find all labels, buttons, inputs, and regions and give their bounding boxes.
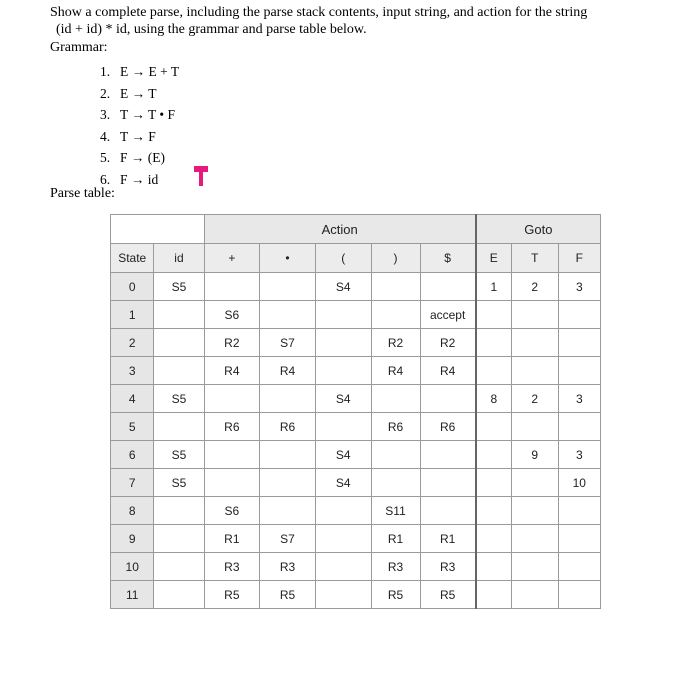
table-cell [420,385,476,413]
column-header: ( [315,244,371,273]
table-cell [204,273,260,301]
table-cell: S6 [204,301,260,329]
table-cell: S4 [315,469,371,497]
table-cell: S5 [154,441,204,469]
text-cursor-icon [194,166,208,188]
table-cell [315,581,371,609]
rule-text: T → T • F [120,107,175,122]
table-cell: R2 [420,329,476,357]
state-cell: 11 [111,581,154,609]
table-cell: accept [420,301,476,329]
table-cell [315,413,371,441]
rule-text: F → (E) [120,150,165,165]
table-cell: R1 [204,525,260,553]
state-cell: 10 [111,553,154,581]
table-cell [511,357,558,385]
table-cell [476,329,512,357]
table-cell: S7 [260,329,316,357]
table-cell: 3 [558,273,600,301]
table-cell [511,581,558,609]
rule-text: E → E + T [120,64,180,79]
table-cell: S11 [371,497,420,525]
state-cell: 9 [111,525,154,553]
column-header: + [204,244,260,273]
rule-number: 1. [100,64,111,79]
state-cell: 8 [111,497,154,525]
table-cell: R2 [371,329,420,357]
table-row [111,581,601,609]
table-cell [315,497,371,525]
table-cell: S7 [260,525,316,553]
table-row [111,525,601,553]
table-row [111,413,601,441]
table-cell: S5 [154,273,204,301]
table-cell [511,329,558,357]
table-cell: 9 [511,441,558,469]
table-cell [558,301,600,329]
table-cell [154,357,204,385]
rule-text: T → F [120,128,156,144]
table-cell: R4 [420,357,476,385]
table-cell [371,273,420,301]
table-cell: R5 [371,581,420,609]
table-cell [558,329,600,357]
table-cell: 3 [558,385,600,413]
table-cell: S5 [154,469,204,497]
table-cell: S4 [315,441,371,469]
table-cell [204,469,260,497]
grammar-rule [100,61,179,83]
table-cell [420,441,476,469]
state-cell: 2 [111,329,154,357]
rule-text: F → id [120,171,159,187]
table-cell: R5 [260,581,316,609]
table-cell [558,525,600,553]
table-cell: 2 [511,273,558,301]
table-cell [476,413,512,441]
table-cell: R1 [420,525,476,553]
table-cell: 1 [476,273,512,301]
state-cell: 7 [111,469,154,497]
grammar-title: Grammar: [50,40,108,55]
table-cell: R5 [204,581,260,609]
rule-number: 4. [100,128,111,144]
table-cell: R6 [371,413,420,441]
table-cell [420,469,476,497]
table-cell: S4 [315,273,371,301]
table-cell [420,273,476,301]
table-cell [511,301,558,329]
table-cell [260,273,316,301]
table-cell [315,553,371,581]
rule-number: 6. [100,171,111,187]
table-cell [315,525,371,553]
table-cell: S4 [315,385,371,413]
grammar-rule [100,147,179,169]
table-row [111,357,601,385]
table-cell: R3 [420,553,476,581]
table-cell [154,553,204,581]
table-cell [154,413,204,441]
state-cell: 5 [111,413,154,441]
table-cell: R4 [260,357,316,385]
table-cell [511,469,558,497]
table-cell [511,413,558,441]
grammar-rule [100,104,179,126]
table-cell: 8 [476,385,512,413]
state-cell: 4 [111,385,154,413]
table-cell: S5 [154,385,204,413]
table-cell [154,525,204,553]
table-cell [476,525,512,553]
grammar-rule [100,126,179,148]
table-row [111,329,601,357]
column-header: E [476,244,512,273]
table-cell [511,497,558,525]
grammar-rules [100,61,179,190]
rule-number: 3. [100,107,111,122]
table-cell [204,385,260,413]
rule-number: 5. [100,150,111,165]
table-cell: R4 [371,357,420,385]
table-cell [154,301,204,329]
table-cell [315,357,371,385]
table-cell: R4 [204,357,260,385]
table-cell: 10 [558,469,600,497]
column-header: T [511,244,558,273]
table-cell [371,441,420,469]
table-row [111,301,601,329]
group-header-row [111,215,601,244]
table-cell: 2 [511,385,558,413]
table-cell: R2 [204,329,260,357]
table-cell: 3 [558,441,600,469]
rule-number: 2. [100,85,111,101]
column-header: ) [371,244,420,273]
table-cell: R6 [204,413,260,441]
problem-line-1: Show a complete parse, including the parse stack contents, input string, and action for the string [50,5,588,20]
table-cell [511,553,558,581]
column-header: $ [420,244,476,273]
table-cell: R5 [420,581,476,609]
table-row [111,385,601,413]
table-cell: R6 [420,413,476,441]
rule-text: E → T [120,85,157,101]
table-cell [154,497,204,525]
table-cell [371,301,420,329]
table-cell [476,441,512,469]
table-cell [476,581,512,609]
table-cell [511,525,558,553]
parse-table [110,214,601,609]
table-cell [154,581,204,609]
column-header: F [558,244,600,273]
table-row [111,553,601,581]
table-cell [420,497,476,525]
table-cell [260,469,316,497]
table-row [111,497,601,525]
table-row [111,273,601,301]
empty-header-cell [111,215,205,244]
table-cell [315,329,371,357]
table-cell [558,357,600,385]
table-cell [315,301,371,329]
table-cell [476,553,512,581]
table-cell [371,385,420,413]
table-cell: R6 [260,413,316,441]
column-header-row [111,244,601,273]
problem-statement [50,4,587,38]
table-cell [476,469,512,497]
table-cell: R3 [371,553,420,581]
state-cell: 3 [111,357,154,385]
table-cell [558,497,600,525]
column-header: • [260,244,316,273]
table-cell [476,301,512,329]
table-cell [260,301,316,329]
table-cell: R3 [204,553,260,581]
table-cell [476,357,512,385]
table-cell [558,553,600,581]
table-cell [558,581,600,609]
column-header: id [154,244,204,273]
grammar-rule [100,83,179,105]
table-cell [476,497,512,525]
state-column-header: State [111,244,154,273]
table-cell [260,441,316,469]
table-cell [558,413,600,441]
state-cell: 6 [111,441,154,469]
action-group-header: Action [204,215,476,244]
table-cell [154,329,204,357]
table-cell [260,385,316,413]
state-cell: 1 [111,301,154,329]
table-cell [371,469,420,497]
problem-line-2: (id + id) * id, using the grammar and parse table below. [56,22,367,37]
table-cell: S6 [204,497,260,525]
table-cell [204,441,260,469]
table-row [111,441,601,469]
table-row [111,469,601,497]
state-cell: 0 [111,273,154,301]
table-cell: R3 [260,553,316,581]
goto-group-header: Goto [476,215,601,244]
table-cell: R1 [371,525,420,553]
table-cell [260,497,316,525]
parse-table-title: Parse table: [50,186,115,201]
